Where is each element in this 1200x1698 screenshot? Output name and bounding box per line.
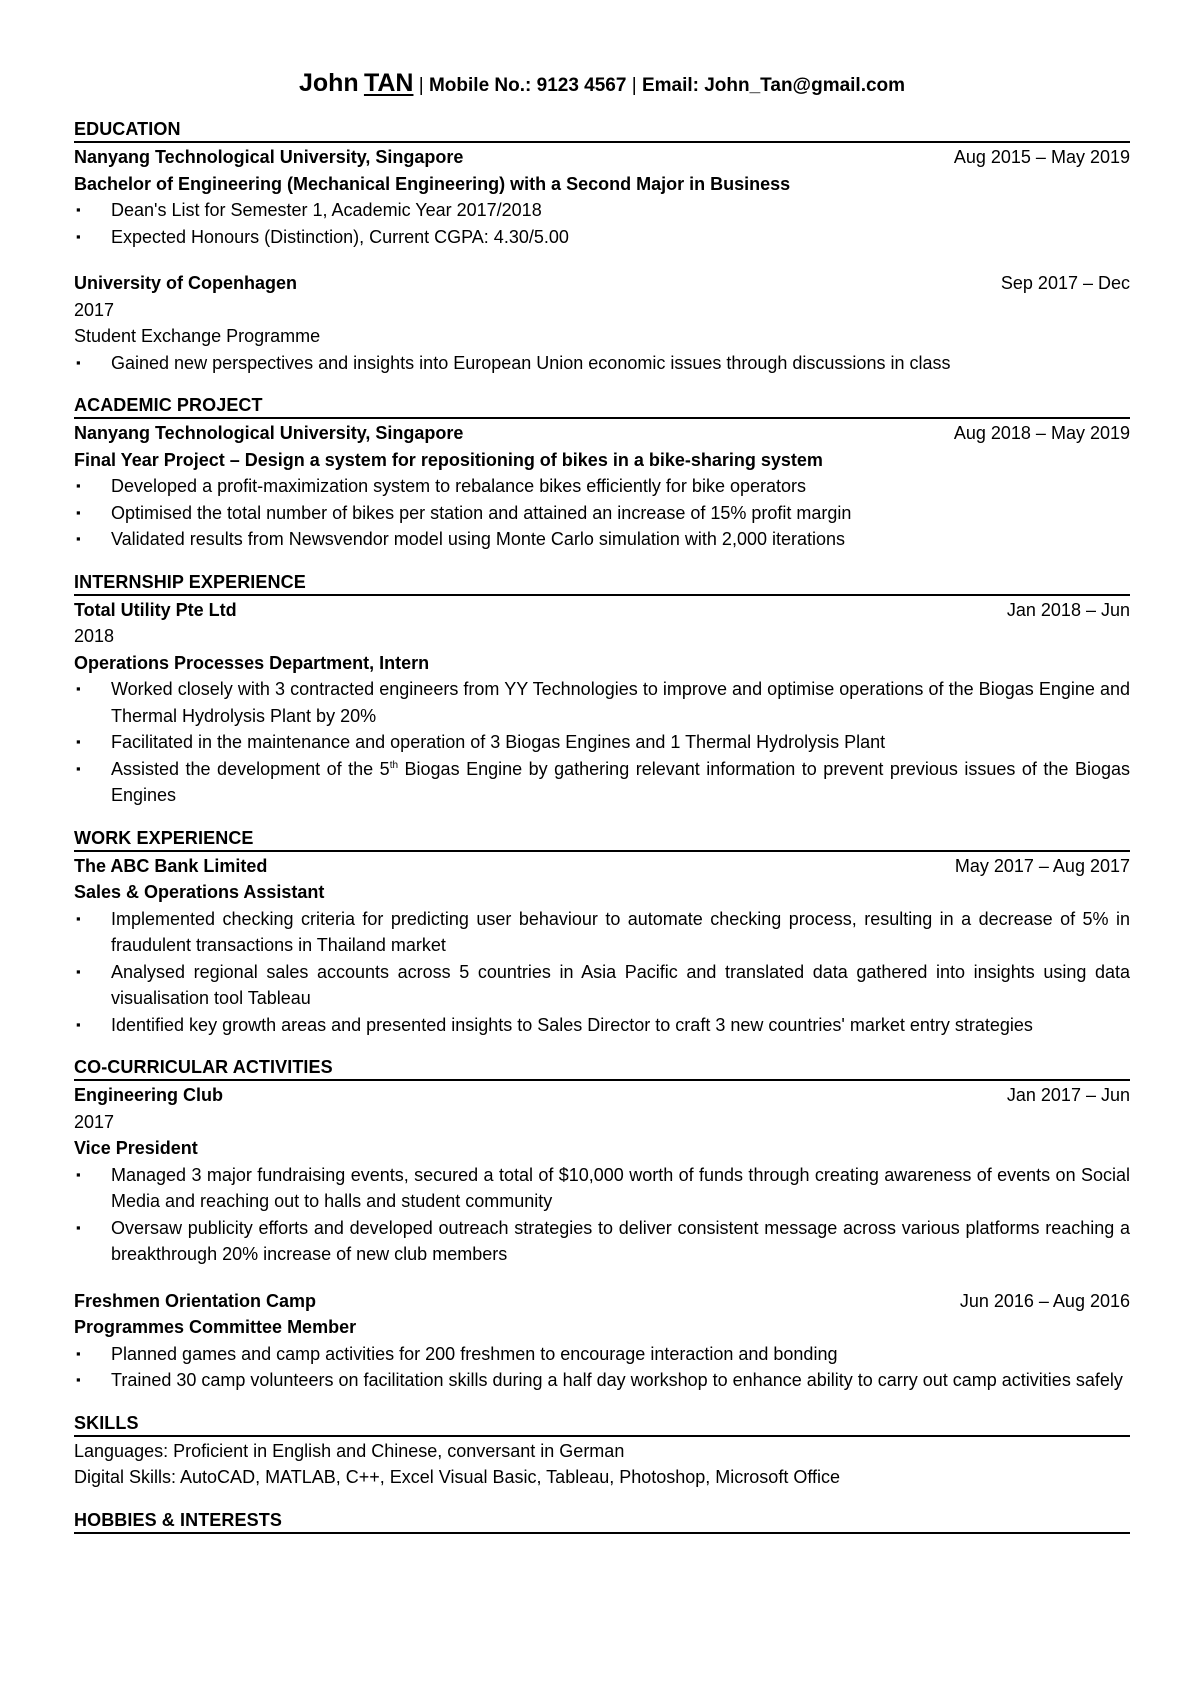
date-range: Jan 2017 – Jun bbox=[1006, 1085, 1130, 1105]
header-separator: | bbox=[418, 75, 424, 96]
date-continuation: 2018 bbox=[74, 626, 115, 646]
digital-skills-line: Digital Skills: AutoCAD, MATLAB, C++, Excel Visual Basic, Tableau, Photoshop, Microsoft Office bbox=[74, 1467, 841, 1487]
cca-entry bbox=[74, 1288, 1130, 1394]
entry-header bbox=[74, 597, 1130, 624]
list-item: ▪ Expected Honours (Distinction), Current CGPA: 4.30/5.00 bbox=[74, 224, 1130, 251]
bullet-list bbox=[74, 473, 1130, 553]
email-address: Email: John_Tan@gmail.com bbox=[641, 75, 906, 96]
list-item: ▪ Planned games and camp activities for 200 freshmen to encourage interaction and bonding bbox=[74, 1341, 1130, 1368]
bullet-list bbox=[74, 906, 1130, 1039]
organization: Total Utility Pte Ltd bbox=[74, 599, 237, 620]
list-item: ▪ Gained new perspectives and insights into European Union economic issues through discussions in class bbox=[74, 350, 1130, 377]
bullet-text: Assisted the development of the 5 bbox=[111, 758, 390, 779]
organization: Engineering Club bbox=[74, 1085, 224, 1105]
co-curricular-section bbox=[74, 1056, 1130, 1394]
list-item: ▪ Identified key growth areas and presented insights to Sales Director to craft 3 new countries' market entry strategies bbox=[74, 1012, 1130, 1039]
list-item: ▪ Facilitated in the maintenance and operation of 3 Biogas Engines and 1 Thermal Hydrolysis Plant bbox=[74, 729, 1130, 756]
bullet-list bbox=[74, 676, 1130, 809]
internship-entry bbox=[74, 597, 1130, 809]
ordinal-suffix: th bbox=[389, 759, 399, 771]
organization: The ABC Bank Limited bbox=[74, 855, 268, 876]
organization: Freshmen Orientation Camp bbox=[74, 1290, 317, 1311]
list-item: ▪ Managed 3 major fundraising events, secured a total of $10,000 worth of funds through creating awareness of events on Social Media and reaching out to halls and student community bbox=[74, 1162, 1130, 1215]
bullet-list bbox=[74, 350, 1130, 377]
bullet-list bbox=[74, 197, 1130, 250]
section-title: ACADEMIC PROJECT bbox=[74, 394, 1130, 419]
work-entry bbox=[74, 853, 1130, 1039]
list-item: ▪ Developed a profit-maximization system to rebalance bikes efficiently for bike operators bbox=[74, 473, 1130, 500]
section-title: INTERNSHIP EXPERIENCE bbox=[74, 571, 1130, 596]
skills-section bbox=[74, 1412, 1130, 1491]
last-name: TAN bbox=[363, 69, 414, 97]
cca-entry bbox=[74, 1082, 1130, 1268]
entry-header bbox=[74, 1288, 1130, 1315]
section-title: CO-CURRICULAR ACTIVITIES bbox=[74, 1056, 1130, 1081]
header-separator: | bbox=[631, 75, 637, 96]
section-title: SKILLS bbox=[74, 1412, 1130, 1437]
list-item bbox=[74, 756, 1130, 809]
date-range: Jan 2018 – Jun bbox=[1006, 599, 1130, 620]
entry-subtitle: Sales & Operations Assistant bbox=[74, 882, 325, 902]
list-item: ▪ Optimised the total number of bikes per station and attained an increase of 15% profit margin bbox=[74, 500, 1130, 527]
entry-header bbox=[74, 853, 1130, 880]
date-range: Aug 2015 – May 2019 bbox=[953, 147, 1130, 167]
resume-header bbox=[74, 65, 1130, 104]
date-range: Aug 2018 – May 2019 bbox=[953, 423, 1130, 443]
section-title: EDUCATION bbox=[74, 118, 1130, 143]
entry-subtitle: Student Exchange Programme bbox=[74, 326, 321, 346]
list-item: ▪ Implemented checking criteria for predicting user behaviour to automate checking process, resulting in a decrease of 5% in fraudulent transactions in Thailand market bbox=[74, 906, 1130, 959]
date-range: Jun 2016 – Aug 2016 bbox=[959, 1290, 1130, 1311]
section-title: HOBBIES & INTERESTS bbox=[74, 1509, 1130, 1534]
internship-section bbox=[74, 571, 1130, 809]
organization: Nanyang Technological University, Singapore bbox=[74, 423, 464, 443]
entry-subtitle: Final Year Project – Design a system for repositioning of bikes in a bike-sharing system bbox=[74, 449, 823, 470]
list-item: ▪ Dean's List for Semester 1, Academic Year 2017/2018 bbox=[74, 197, 1130, 224]
entry-subtitle: Vice President bbox=[74, 1138, 198, 1158]
hobbies-section bbox=[74, 1509, 1130, 1534]
date-continuation: 2017 bbox=[74, 299, 115, 320]
entry-subtitle: Programmes Committee Member bbox=[74, 1317, 357, 1337]
academic-project-section bbox=[74, 394, 1130, 553]
education-entry bbox=[74, 144, 1130, 250]
languages-line: Languages: Proficient in English and Chinese, conversant in German bbox=[74, 1440, 625, 1461]
section-title: WORK EXPERIENCE bbox=[74, 827, 1130, 852]
entry-header bbox=[74, 270, 1130, 297]
list-item: ▪ Worked closely with 3 contracted engineers from YY Technologies to improve and optimise operations of the Biogas Engine and Thermal Hydrolysis Plant by 20% bbox=[74, 676, 1130, 729]
date-range: May 2017 – Aug 2017 bbox=[954, 855, 1130, 876]
education-section bbox=[74, 118, 1130, 376]
project-entry bbox=[74, 420, 1130, 553]
work-experience-section bbox=[74, 827, 1130, 1039]
list-item: ▪ Oversaw publicity efforts and developed outreach strategies to deliver consistent message across various platforms reaching a breakthrough 20% increase of new club members bbox=[74, 1215, 1130, 1268]
entry-header bbox=[74, 1082, 1130, 1109]
date-continuation: 2017 bbox=[74, 1111, 115, 1132]
mobile-number: Mobile No.: 9123 4567 bbox=[428, 75, 627, 96]
list-item: ▪ Trained 30 camp volunteers on facilitation skills during a half day workshop to enhance ability to carry out camp activities safely bbox=[74, 1367, 1130, 1394]
bullet-list bbox=[74, 1162, 1130, 1268]
entry-header bbox=[74, 420, 1130, 447]
first-name: John bbox=[298, 69, 359, 97]
organization: University of Copenhagen bbox=[74, 273, 298, 293]
entry-subtitle: Operations Processes Department, Intern bbox=[74, 652, 430, 673]
list-item: ▪ Analysed regional sales accounts across 5 countries in Asia Pacific and translated data gathered into insights using data visualisation tool Tableau bbox=[74, 959, 1130, 1012]
entry-subtitle: Bachelor of Engineering (Mechanical Engineering) with a Second Major in Business bbox=[74, 173, 791, 194]
organization: Nanyang Technological University, Singapore bbox=[74, 147, 464, 167]
list-item: ▪ Validated results from Newsvendor model using Monte Carlo simulation with 2,000 iterations bbox=[74, 526, 1130, 553]
education-entry bbox=[74, 270, 1130, 376]
entry-header bbox=[74, 144, 1130, 171]
bullet-list bbox=[74, 1341, 1130, 1394]
bullet-text: Biogas Engine by gathering relevant information to prevent previous issues of the Biogas Engines bbox=[111, 758, 1130, 805]
date-range: Sep 2017 – Dec bbox=[1000, 273, 1130, 293]
